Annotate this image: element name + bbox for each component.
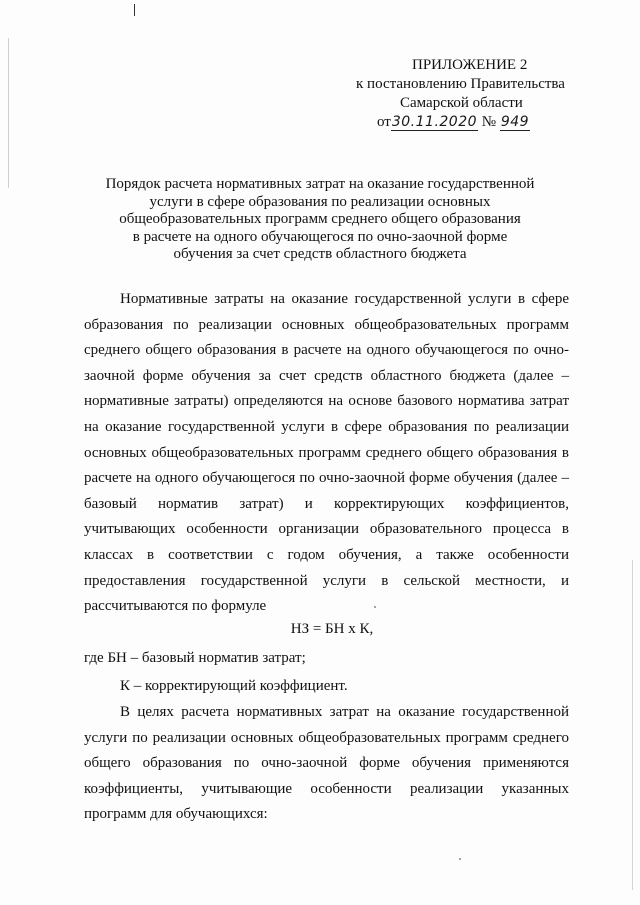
paragraph-line: классах в соответствии с годом обучения, а также особенности: [84, 546, 569, 563]
paragraph-line: расчете на одного обучающегося по очно-заочной форме обучения (далее –: [84, 470, 569, 487]
paragraph-line: основных общеобразовательных программ среднего общего образования в: [84, 444, 569, 461]
definition-k: К – корректирующий коэффициент.: [120, 678, 348, 694]
paragraph-line: заочной форме обучения за счет средств областного бюджета (далее –: [84, 367, 569, 384]
document-heading: [100, 176, 540, 264]
paragraph-2: [84, 700, 569, 828]
paragraph-line: программ для обучающихся:: [84, 806, 268, 823]
paragraph-line: образования по реализации основных общеобразовательных программ: [84, 316, 569, 333]
appendix-block: [340, 56, 580, 132]
scan-edge-left: [8, 38, 9, 188]
appendix-date-row: [340, 113, 580, 132]
handwritten-number: 949: [500, 114, 530, 130]
paragraph-line: услуги по реализации основных общеобразовательных программ среднего: [84, 729, 569, 746]
scan-speck: [459, 858, 461, 860]
paragraph-line: базовый норматив затрат) и корректирующих коэффициентов,: [84, 495, 569, 512]
paragraph-line: коэффициенты, учитывающие особенности реализации указанных: [84, 780, 569, 797]
paragraph-line: рассчитываются по формуле: [84, 598, 267, 615]
heading-line: обучения за счет средств областного бюджета: [173, 246, 467, 263]
paragraph-1: [84, 287, 569, 620]
paragraph-line: предоставления государственной услуги в сельской местности, и: [84, 572, 569, 589]
appendix-title: ПРИЛОЖЕНИЕ 2: [412, 57, 528, 73]
definition-bn: где БН – базовый норматив затрат;: [84, 650, 306, 666]
heading-line: Порядок расчета нормативных затрат на оказание государственной: [105, 176, 535, 192]
paragraph-line: общего образования по очно-заочной форме обучения применяются: [84, 755, 569, 772]
heading-line: услуги в сфере образования по реализации основных: [149, 193, 491, 210]
paragraph-line: среднего общего образования в расчете на одного обучающегося по очно-: [84, 342, 569, 359]
heading-line: в расчете на одного обучающегося по очно-заочной форме: [132, 228, 508, 245]
appendix-resolution-line: к постановлению Правительства: [356, 76, 565, 92]
scan-edge-right: [632, 560, 633, 890]
paragraph-line: учитывающих особенности организации образовательного процесса в: [84, 521, 569, 538]
paragraph-line: В целях расчета нормативных затрат на оказание государственной: [120, 704, 569, 720]
scan-mark: [134, 4, 135, 16]
from-label: от: [377, 114, 391, 130]
heading-line: общеобразовательных программ среднего общего образования: [119, 211, 521, 228]
paragraph-line: нормативные затраты) определяются на основе базового норматива затрат: [84, 393, 569, 410]
number-label: №: [481, 114, 497, 130]
formula: НЗ = БН х К,: [290, 621, 374, 637]
handwritten-date: 30.11.2020: [391, 114, 478, 130]
paragraph-line: на оказание государственной услуги в сфере образования по реализации: [84, 418, 569, 435]
appendix-region-line: Самарской области: [400, 95, 523, 111]
paragraph-line: Нормативные затраты на оказание государственной услуги в сфере: [120, 291, 569, 307]
